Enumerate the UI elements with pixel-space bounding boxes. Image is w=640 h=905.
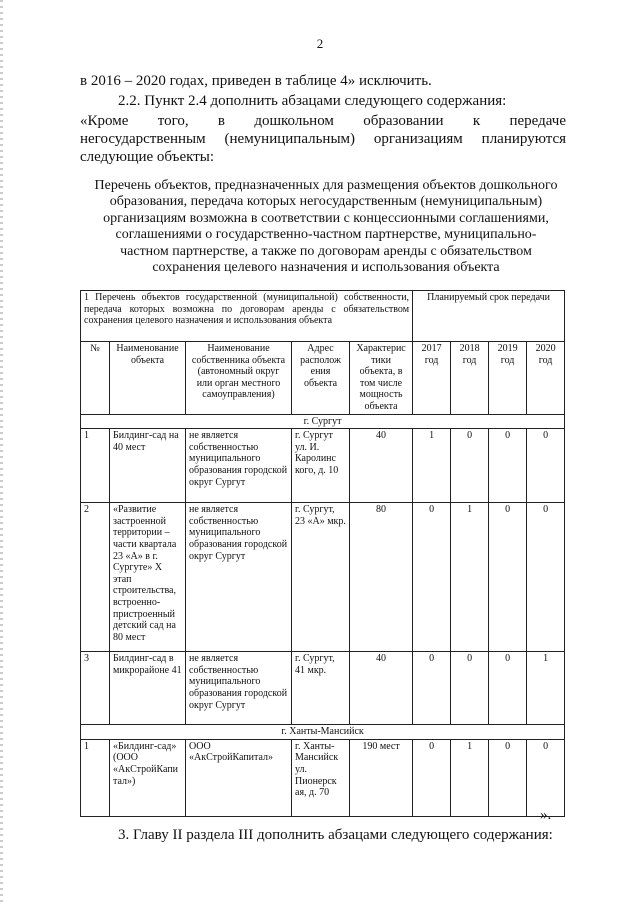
cell-address: г. Ханты-Мансийск ул. Пионерск ая, д. 70 <box>292 739 350 816</box>
heading-line: сохранения целевого назначения и использования объекта <box>152 260 500 276</box>
cell-characteristics: 40 <box>350 429 413 503</box>
objects-table <box>80 290 565 817</box>
page-number: 2 <box>316 36 324 51</box>
cell-owner: не является собственностью муниципального образования городской округ Сургут <box>186 429 292 503</box>
planned-term-header: Планируемый срок передачи <box>413 291 565 342</box>
cell-owner: ООО «АкСтройКапитал» <box>186 739 292 816</box>
cell-2018: 0 <box>451 429 489 503</box>
group-label-khanty-mansiysk: г. Ханты-Мансийск <box>81 725 565 740</box>
cell-owner: не является собственностью муниципального образования городской округ Сургут <box>186 503 292 652</box>
col-header-num: № <box>81 342 110 415</box>
col-header-name: Наименование объекта <box>110 342 186 415</box>
cell-name: Билдинг-сад на 40 мест <box>110 429 186 503</box>
list-heading <box>86 178 566 276</box>
cell-2020: 0 <box>527 739 565 816</box>
cell-num: 1 <box>81 739 110 816</box>
cell-2017: 0 <box>413 652 451 725</box>
heading-line: соглашениями о государственно-частном партнерстве, муниципально- <box>115 227 537 243</box>
cell-name: «Развитие застроенной территории – части квартала 23 «А» в г. Сургуте» X этап строительства, встроенно-пристроенный детский сад на 80 мест <box>110 503 186 652</box>
cell-address: г. Сургут, 41 мкр. <box>292 652 350 725</box>
group-row <box>81 725 565 740</box>
paragraph-line-2: 2.2. Пункт 2.4 дополнить абзацами следующего содержания: <box>118 93 507 109</box>
heading-line: частном партнерстве, а также по договорам аренды с обязательством <box>120 243 532 259</box>
cell-characteristics: 40 <box>350 652 413 725</box>
cell-2020: 1 <box>527 652 565 725</box>
heading-line: образования, передача которых негосударственным (немуниципальным) <box>109 194 543 210</box>
next-paragraph: 3. Главу II раздела III дополнить абзацами следующего содержания: <box>118 827 553 843</box>
col-header-owner: Наименование собственника объекта (автономный округ или орган местного самоуправления) <box>186 342 292 415</box>
cell-2017: 0 <box>413 739 451 816</box>
cell-name: «Билдинг-сад» (ООО «АкСтройКапи тал») <box>110 739 186 816</box>
group-row <box>81 414 565 429</box>
col-header-address: Адрес располож ения объекта <box>292 342 350 415</box>
cell-name: Билдинг-сад в микрорайоне 41 <box>110 652 186 725</box>
table-row <box>81 429 565 503</box>
col-header-2020: 2020 год <box>527 342 565 415</box>
cell-2019: 0 <box>489 429 527 503</box>
table-row <box>81 739 565 816</box>
cell-2018: 1 <box>451 739 489 816</box>
cell-2020: 0 <box>527 429 565 503</box>
cell-2018: 1 <box>451 503 489 652</box>
col-header-2019: 2019 год <box>489 342 527 415</box>
paragraph-line-3: «Кроме того, в дошкольном образовании к передаче <box>80 113 566 129</box>
cell-num: 3 <box>81 652 110 725</box>
table-row <box>81 503 565 652</box>
table-intro: 1 Перечень объектов государственной (муниципальной) собственности, передача которых возможна по договорам аренды с обязательством сохранения целевого назначения и использования объекта <box>81 291 413 342</box>
closing-quote: ». <box>540 807 552 823</box>
cell-num: 1 <box>81 429 110 503</box>
paragraph-line-4: негосударственным (немуниципальным) организациям планируются <box>80 131 566 147</box>
scan-edge <box>0 0 3 905</box>
col-header-characteristics: Характерис тики объекта, в том числе мощность объекта <box>350 342 413 415</box>
cell-address: г. Сургут ул. И. Каролинс кого, д. 10 <box>292 429 350 503</box>
cell-owner: не является собственностью муниципального образования городской округ Сургут <box>186 652 292 725</box>
group-label-surgut: г. Сургут <box>81 414 565 429</box>
cell-characteristics: 80 <box>350 503 413 652</box>
table-row <box>81 652 565 725</box>
cell-2018: 0 <box>451 652 489 725</box>
cell-2019: 0 <box>489 739 527 816</box>
cell-2017: 1 <box>413 429 451 503</box>
heading-line: организациям возможна в соответствии с концессионными соглашениями, <box>103 210 549 226</box>
cell-characteristics: 190 мест <box>350 739 413 816</box>
cell-2020: 0 <box>527 503 565 652</box>
col-header-2017: 2017 год <box>413 342 451 415</box>
cell-2019: 0 <box>489 503 527 652</box>
cell-num: 2 <box>81 503 110 652</box>
col-header-2018: 2018 год <box>451 342 489 415</box>
cell-2019: 0 <box>489 652 527 725</box>
paragraph-line-1: в 2016 – 2020 годах, приведен в таблице 4» исключить. <box>80 73 432 89</box>
paragraph-line-5: следующие объекты: <box>80 149 214 165</box>
column-header-row <box>81 342 565 415</box>
heading-line: Перечень объектов, предназначенных для размещения объектов дошкольного <box>94 178 558 193</box>
cell-address: г. Сургут, 23 «А» мкр. <box>292 503 350 652</box>
cell-2017: 0 <box>413 503 451 652</box>
